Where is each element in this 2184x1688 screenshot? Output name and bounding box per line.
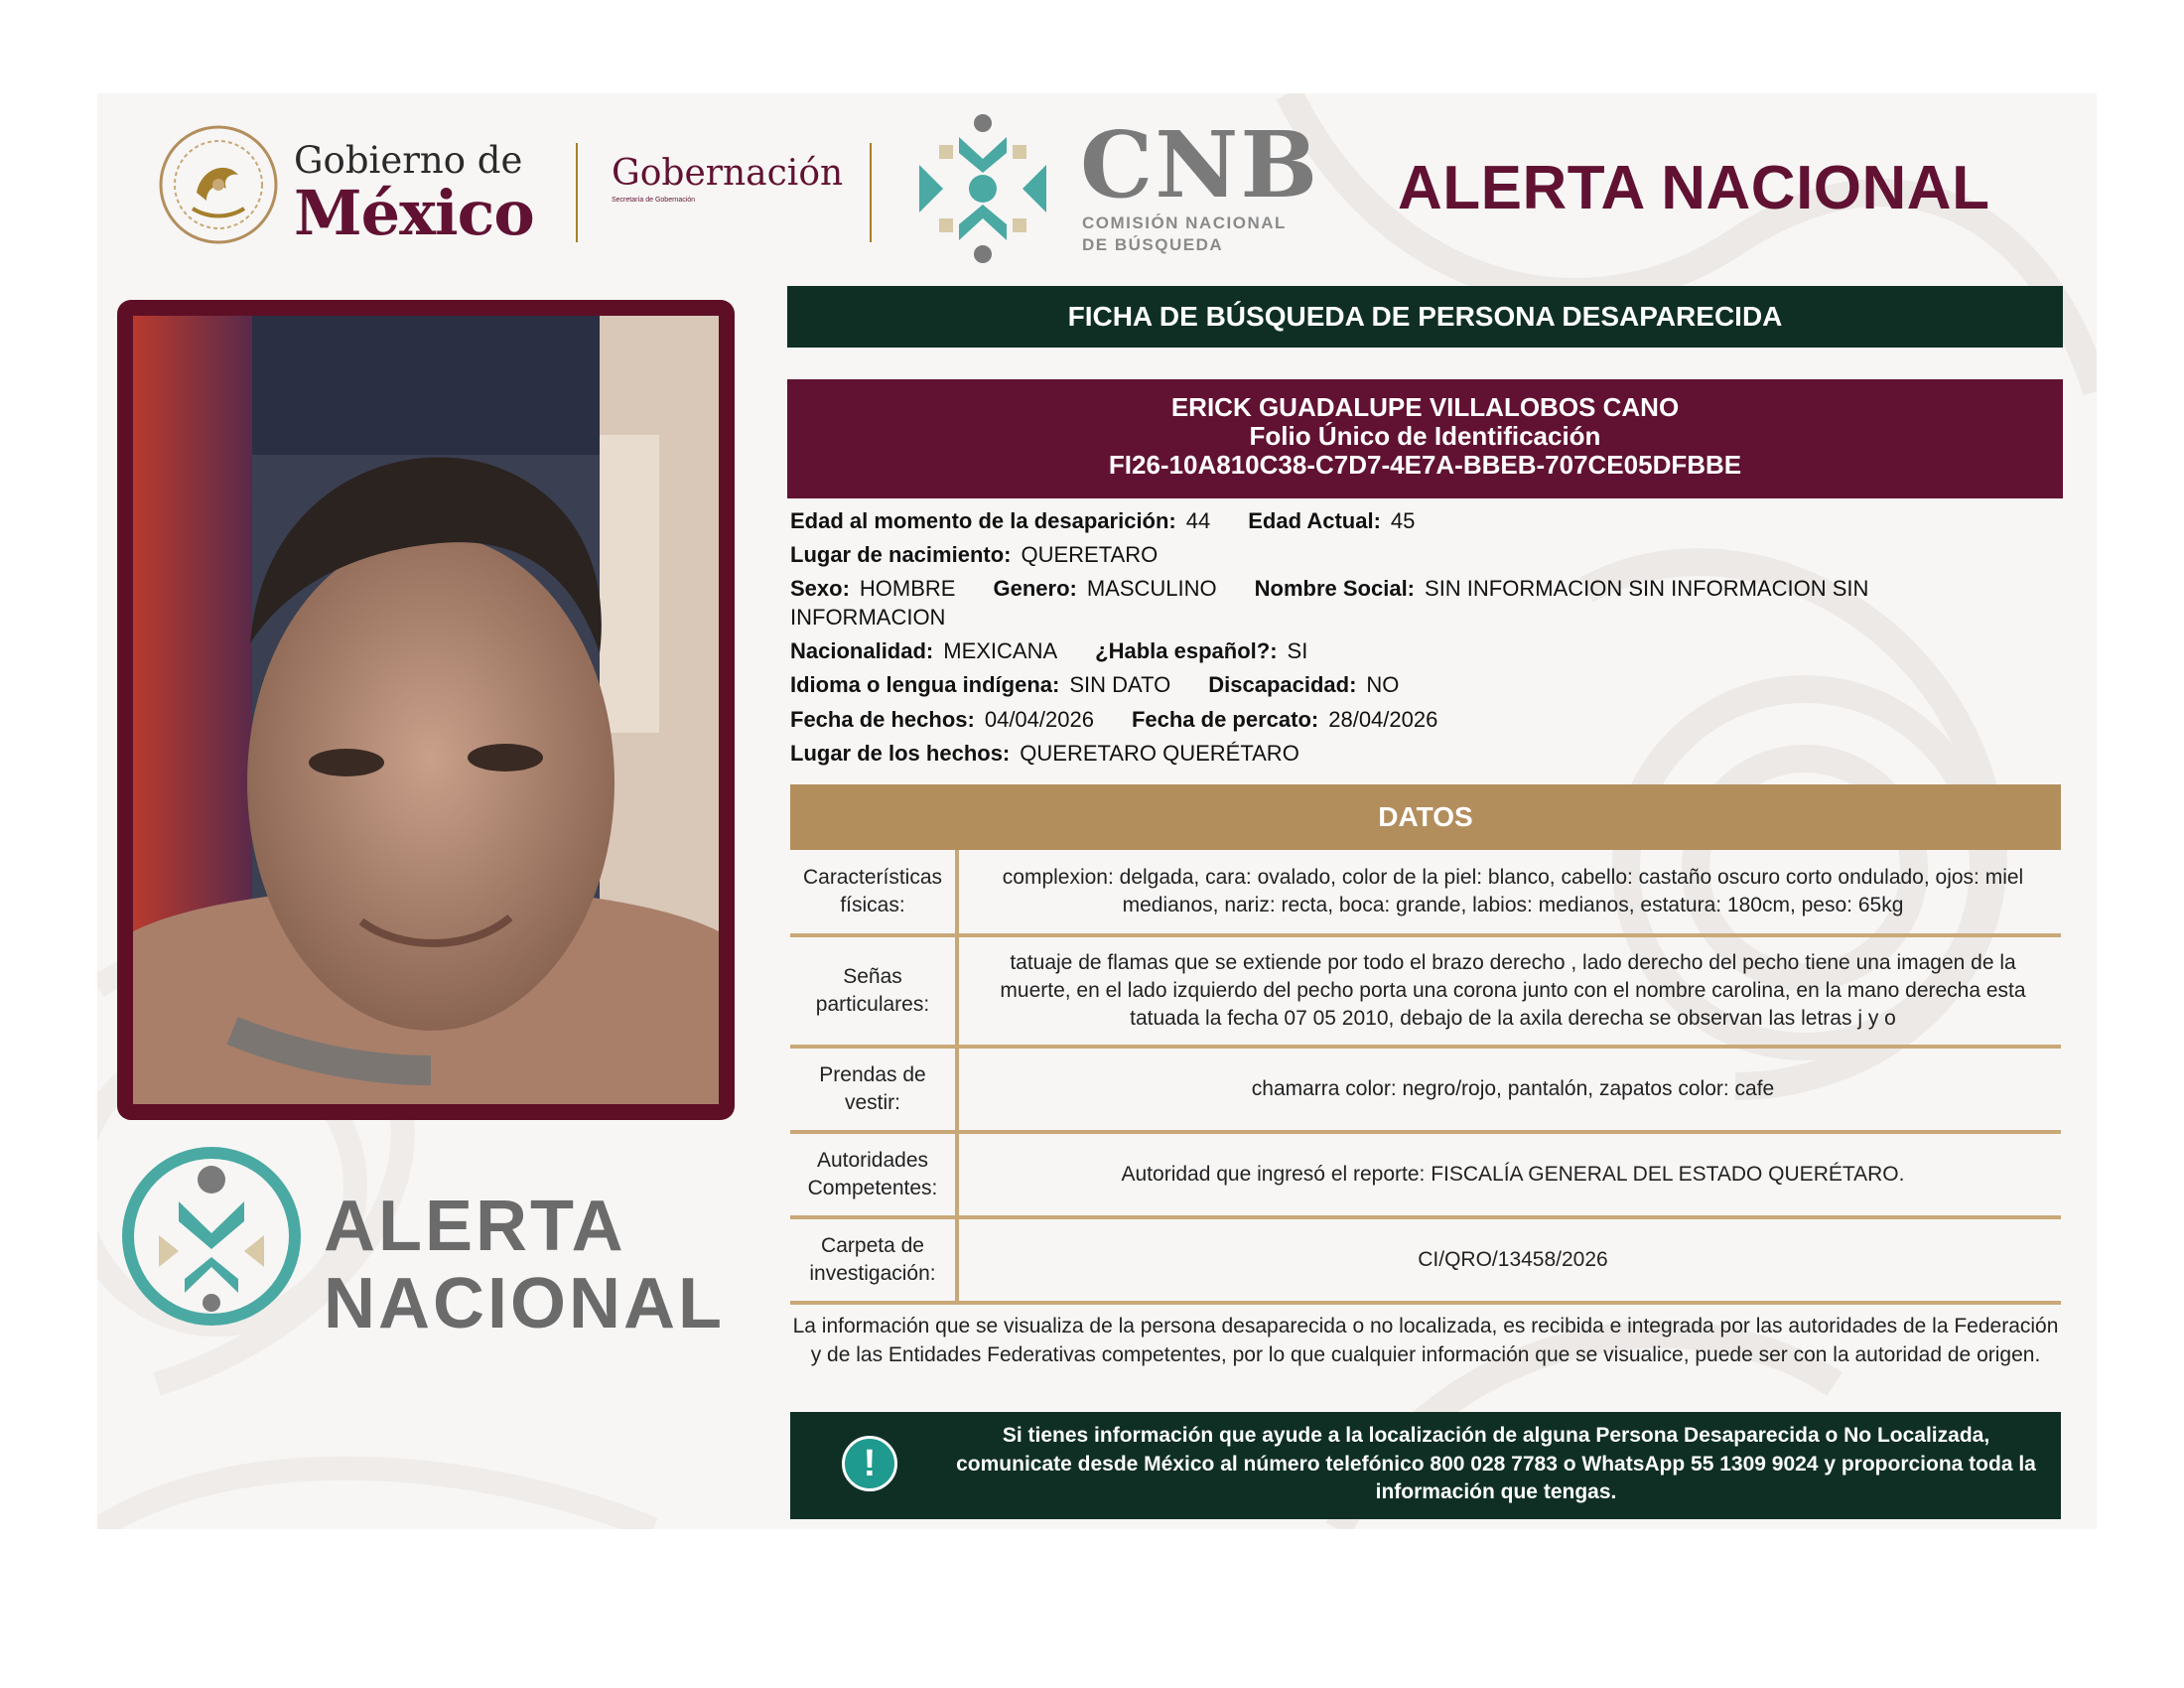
info-row-edad	[790, 508, 1452, 534]
info-row-nombre-social-cont	[790, 605, 945, 631]
alerta-nacional-logo-icon	[119, 1144, 304, 1329]
datos-label: Carpeta de investigación:	[790, 1219, 959, 1301]
datos-label: Prendas de vestir:	[790, 1049, 959, 1130]
discapacidad-value: NO	[1366, 672, 1400, 697]
info-row-idioma	[790, 672, 1436, 698]
alert-sheet	[97, 93, 2097, 1529]
info-row-nacionalidad	[790, 638, 1345, 664]
info-row-fechas	[790, 707, 1475, 733]
datos-row-caracteristicas	[790, 850, 2061, 937]
habla-espanol-label: ¿Habla español?:	[1095, 638, 1278, 663]
person-name-block	[787, 379, 2063, 498]
alerta-nacional-logo-text	[324, 1188, 725, 1342]
datos-value: complexion: delgada, cara: ovalado, color de la piel: blanco, cabello: castaño oscuro corto ondulado, ojos: miel medianos, nariz: recta, boca: grande, labios: medianos, estatura: 180cm, peso: 65kg	[1002, 866, 2024, 916]
nombre-social-value-cont: INFORMACION	[790, 605, 946, 630]
cnb-sub-line2: DE BÚSQUEDA	[1082, 235, 1224, 254]
lugar-hechos-value: QUERETARO QUERÉTARO	[1020, 741, 1299, 766]
disclaimer: La información que se visualiza de la persona desaparecida o no localizada, es recibida e integrada por las autoridades de la Federación y de las Entidades Federativas competentes, por lo que cualquier información que se visualice, puede ser con la autoridad de origen.	[792, 1315, 2059, 1366]
info-row-sexo	[790, 576, 1906, 602]
nombre-social-value: SIN INFORMACION SIN INFORMACION SIN	[1425, 576, 1869, 601]
sexo-value: HOMBRE	[859, 576, 956, 601]
fecha-hechos-value: 04/04/2026	[984, 707, 1094, 732]
cnb-subtitle	[1082, 212, 1287, 256]
lugar-hechos-label: Lugar de los hechos:	[790, 741, 1011, 766]
datos-label: Autoridades Competentes:	[790, 1134, 959, 1215]
datos-value: Autoridad que ingresó el reporte: FISCALÍA GENERAL DEL ESTADO QUERÉTARO.	[1121, 1163, 1905, 1186]
nacionalidad-label: Nacionalidad:	[790, 638, 934, 663]
fecha-percato-label: Fecha de percato:	[1131, 707, 1319, 732]
exclamation-icon: !	[842, 1436, 897, 1491]
datos-value: CI/QRO/13458/2026	[1418, 1248, 1608, 1271]
edad-actual-value: 45	[1390, 508, 1416, 533]
lugar-nacimiento-value: QUERETARO	[1021, 542, 1159, 567]
header-divider-2	[870, 143, 872, 242]
datos-row-prendas	[790, 1049, 2061, 1134]
header-divider	[576, 143, 578, 242]
datos-value: tatuaje de flamas que se extiende por todo el brazo derecho , lado derecho del pecho tiene una imagen de la muerte, en el lado izquierdo del pecho porta una corona junto con el nombre carolina, en la mano derecha esta tatuada la fecha 07 05 2010, debajo de la axila derecha se observan las letras j y o	[1000, 951, 2026, 1030]
edad-actual-label: Edad Actual:	[1248, 508, 1381, 533]
genero-label: Genero:	[993, 576, 1077, 601]
idioma-label: Idioma o lengua indígena:	[790, 672, 1060, 697]
info-row-nacimiento	[790, 542, 1195, 568]
idioma-value: SIN DATO	[1069, 672, 1171, 697]
folio-value: FI26-10A810C38-C7D7-4E7A-BBEB-707CE05DFBBE	[1108, 450, 1742, 480]
datos-label: Señas particulares:	[790, 937, 959, 1045]
datos-label: Características físicas:	[790, 850, 959, 933]
alert-title: ALERTA NACIONAL	[1398, 154, 1990, 222]
contact-banner	[790, 1412, 2061, 1519]
genero-value: MASCULINO	[1086, 576, 1217, 601]
mexico-coat-of-arms-icon	[157, 123, 280, 246]
photo-frame	[117, 300, 735, 1120]
info-row-lugar-hechos	[790, 741, 1337, 767]
alerta-logo-line1: ALERTA	[324, 1187, 626, 1266]
nacionalidad-value: MEXICANA	[943, 638, 1058, 663]
ficha-title: FICHA DE BÚSQUEDA DE PERSONA DESAPARECIDA	[787, 286, 2063, 348]
contact-text: Si tienes información que ayude a la localización de alguna Persona Desaparecida o No Localizada, comunicate desde México al número telefónico 800 028 7783 o WhatsApp 55 1309 9024 y proporciona toda la información que tengas.	[956, 1424, 2036, 1503]
discapacidad-label: Discapacidad:	[1208, 672, 1357, 697]
edad-desaparicion-value: 44	[1185, 508, 1211, 533]
gobernacion-sub-label: Secretaría de Gobernación	[612, 197, 696, 204]
gobernacion-label: Gobernación	[612, 153, 844, 194]
folio-label: Folio Único de Identificación	[1249, 421, 1601, 451]
fecha-percato-value: 28/04/2026	[1328, 707, 1438, 732]
person-name: ERICK GUADALUPE VILLALOBOS CANO	[1170, 392, 1680, 422]
sexo-label: Sexo:	[790, 576, 850, 601]
nombre-social-label: Nombre Social:	[1254, 576, 1416, 601]
cnb-sub-line1: COMISIÓN NACIONAL	[1082, 213, 1287, 232]
datos-title: DATOS	[790, 784, 2061, 850]
mexico-label: México	[294, 177, 534, 249]
datos-value: chamarra color: negro/rojo, pantalón, zapatos color: cafe	[1251, 1077, 1775, 1100]
datos-row-autoridades	[790, 1134, 2061, 1219]
lugar-nacimiento-label: Lugar de nacimiento:	[790, 542, 1012, 567]
gobierno-label: Gobierno de	[294, 139, 523, 182]
cnb-label: CNB	[1080, 111, 1320, 218]
person-photo-image	[133, 316, 719, 1104]
datos-row-senas	[790, 937, 2061, 1049]
alerta-logo-line2: NACIONAL	[324, 1264, 725, 1343]
edad-desaparicion-label: Edad al momento de la desaparición:	[790, 508, 1176, 533]
fecha-hechos-label: Fecha de hechos:	[790, 707, 975, 732]
habla-espanol-value: SI	[1287, 638, 1308, 663]
datos-row-carpeta	[790, 1219, 2061, 1305]
person-photo	[133, 316, 719, 1104]
cnb-logo-icon	[903, 109, 1062, 268]
